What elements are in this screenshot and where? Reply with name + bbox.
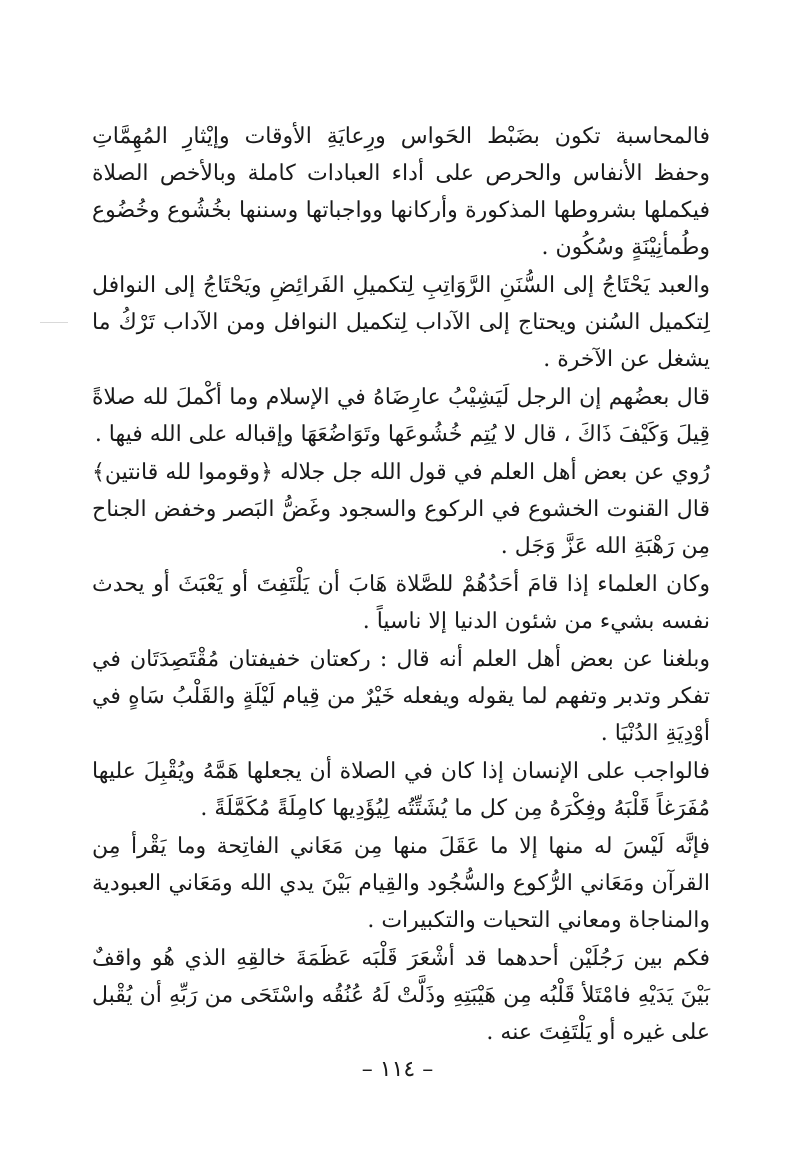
paragraph: فالواجب على الإنسان إذا كان في الصلاة أن يجعلها هَمَّهُ ويُقْبِلَ عليها مُفَرَغاً قَلْبَهُ وفِكْرَهُ مِن كل ما يُشَتِّتُه لِيُؤَدِيها كامِلَةً مُكَمَّلَةً . [92, 759, 710, 821]
paragraph: فالمحاسبة تكون بضَبْط الحَواس ورِعايَةِ الأوقات وإيْثارِ المُهِمَّاتِ وحفظ الأنفاس والحرص على أداء العبادات كاملة وبالأخص الصلاة فيكملها بشروطها المذكورة وأركانها وواجباتها وسننها بخُشُوع وخُضُوع وطُمأنِيْنَةٍ وسُكُون . [92, 124, 710, 260]
paragraph: فإنَّه لَيْسَ له منها إلا ما عَقَلَ منها مِن مَعَاني الفاتِحة وما يَقْرأ مِن القرآن ومَعَاني الرُّكوع والسُّجُود والقِيام بَيْنَ يدي الله ومَعَاني العبودية والمناجاة ومعاني التحيات والتكبيرات . [92, 834, 710, 933]
page-body [92, 118, 710, 1052]
paragraph: وبلغنا عن بعض أهل العلم أنه قال : ركعتان خفيفتان مُقْتَصِدَتَان في تفكر وتدبر وتفهم لما يقوله ويفعله خَيْرٌ من قِيام لَيْلَةٍ والقَلْبُ سَاهٍ في أوْدِيَةِ الدُنْيَا . [92, 647, 710, 746]
paragraph: قال بعضُهم إن الرجل لَيَشِيْبُ عارِضَاهُ في الإسلام وما أكْملَ لله صلاةً قِيلَ وَكَيْفَ ذَاكَ ، قال لا يُتِم خُشُوعَها وتَوَاضُعَهَا وإقباله على الله فيها . [92, 385, 710, 447]
paragraph: فكم بين رَجُلَيْن أحدهما قد أشْعَرَ قَلْبَه عَظَمَةَ خالقِهِ الذي هُو واقفٌ بَيْنَ يَدَيْهِ فامْتَلأ قَلْبُه مِن هَيْبَتِهِ وذَلَّتْ لَهُ عُنُقُه واسْتَحَى من رَبِّهِ أن يُقْبل على غيره أو يَلْتَفِتَ عنه . [92, 946, 710, 1045]
paragraph: وكان العلماء إذا قامَ أحَدُهُمْ للصَّلاة هَابَ أن يَلْتَفِتَ أو يَعْبَثَ أو يحدث نفسه بشيء من شئون الدنيا إلا ناسياً . [92, 572, 710, 634]
paragraph: رُوي عن بعض أهل العلم في قول الله جل جلاله ﴿وقوموا لله قانتين﴾ قال القنوت الخشوع في الركوع والسجود وغَضُّ البَصر وخفض الجناح مِن رَهْبَةِ الله عَزَّ وَجَل . [92, 460, 710, 559]
page-number: – ١١٤ – [361, 1057, 434, 1082]
paragraph: والعبد يَحْتَاجُ إلى السُّنَنِ الرَّوَاتِبِ لِتكميلِ الفَرائِضِ ويَحْتَاجُ إلى النوافل لِتكميل السُنن ويحتاج إلى الآداب لِتكميل النوافل ومن الآداب تَرْكُ ما يشغل عن الآخرة . [92, 273, 710, 372]
scan-mark [40, 322, 68, 323]
